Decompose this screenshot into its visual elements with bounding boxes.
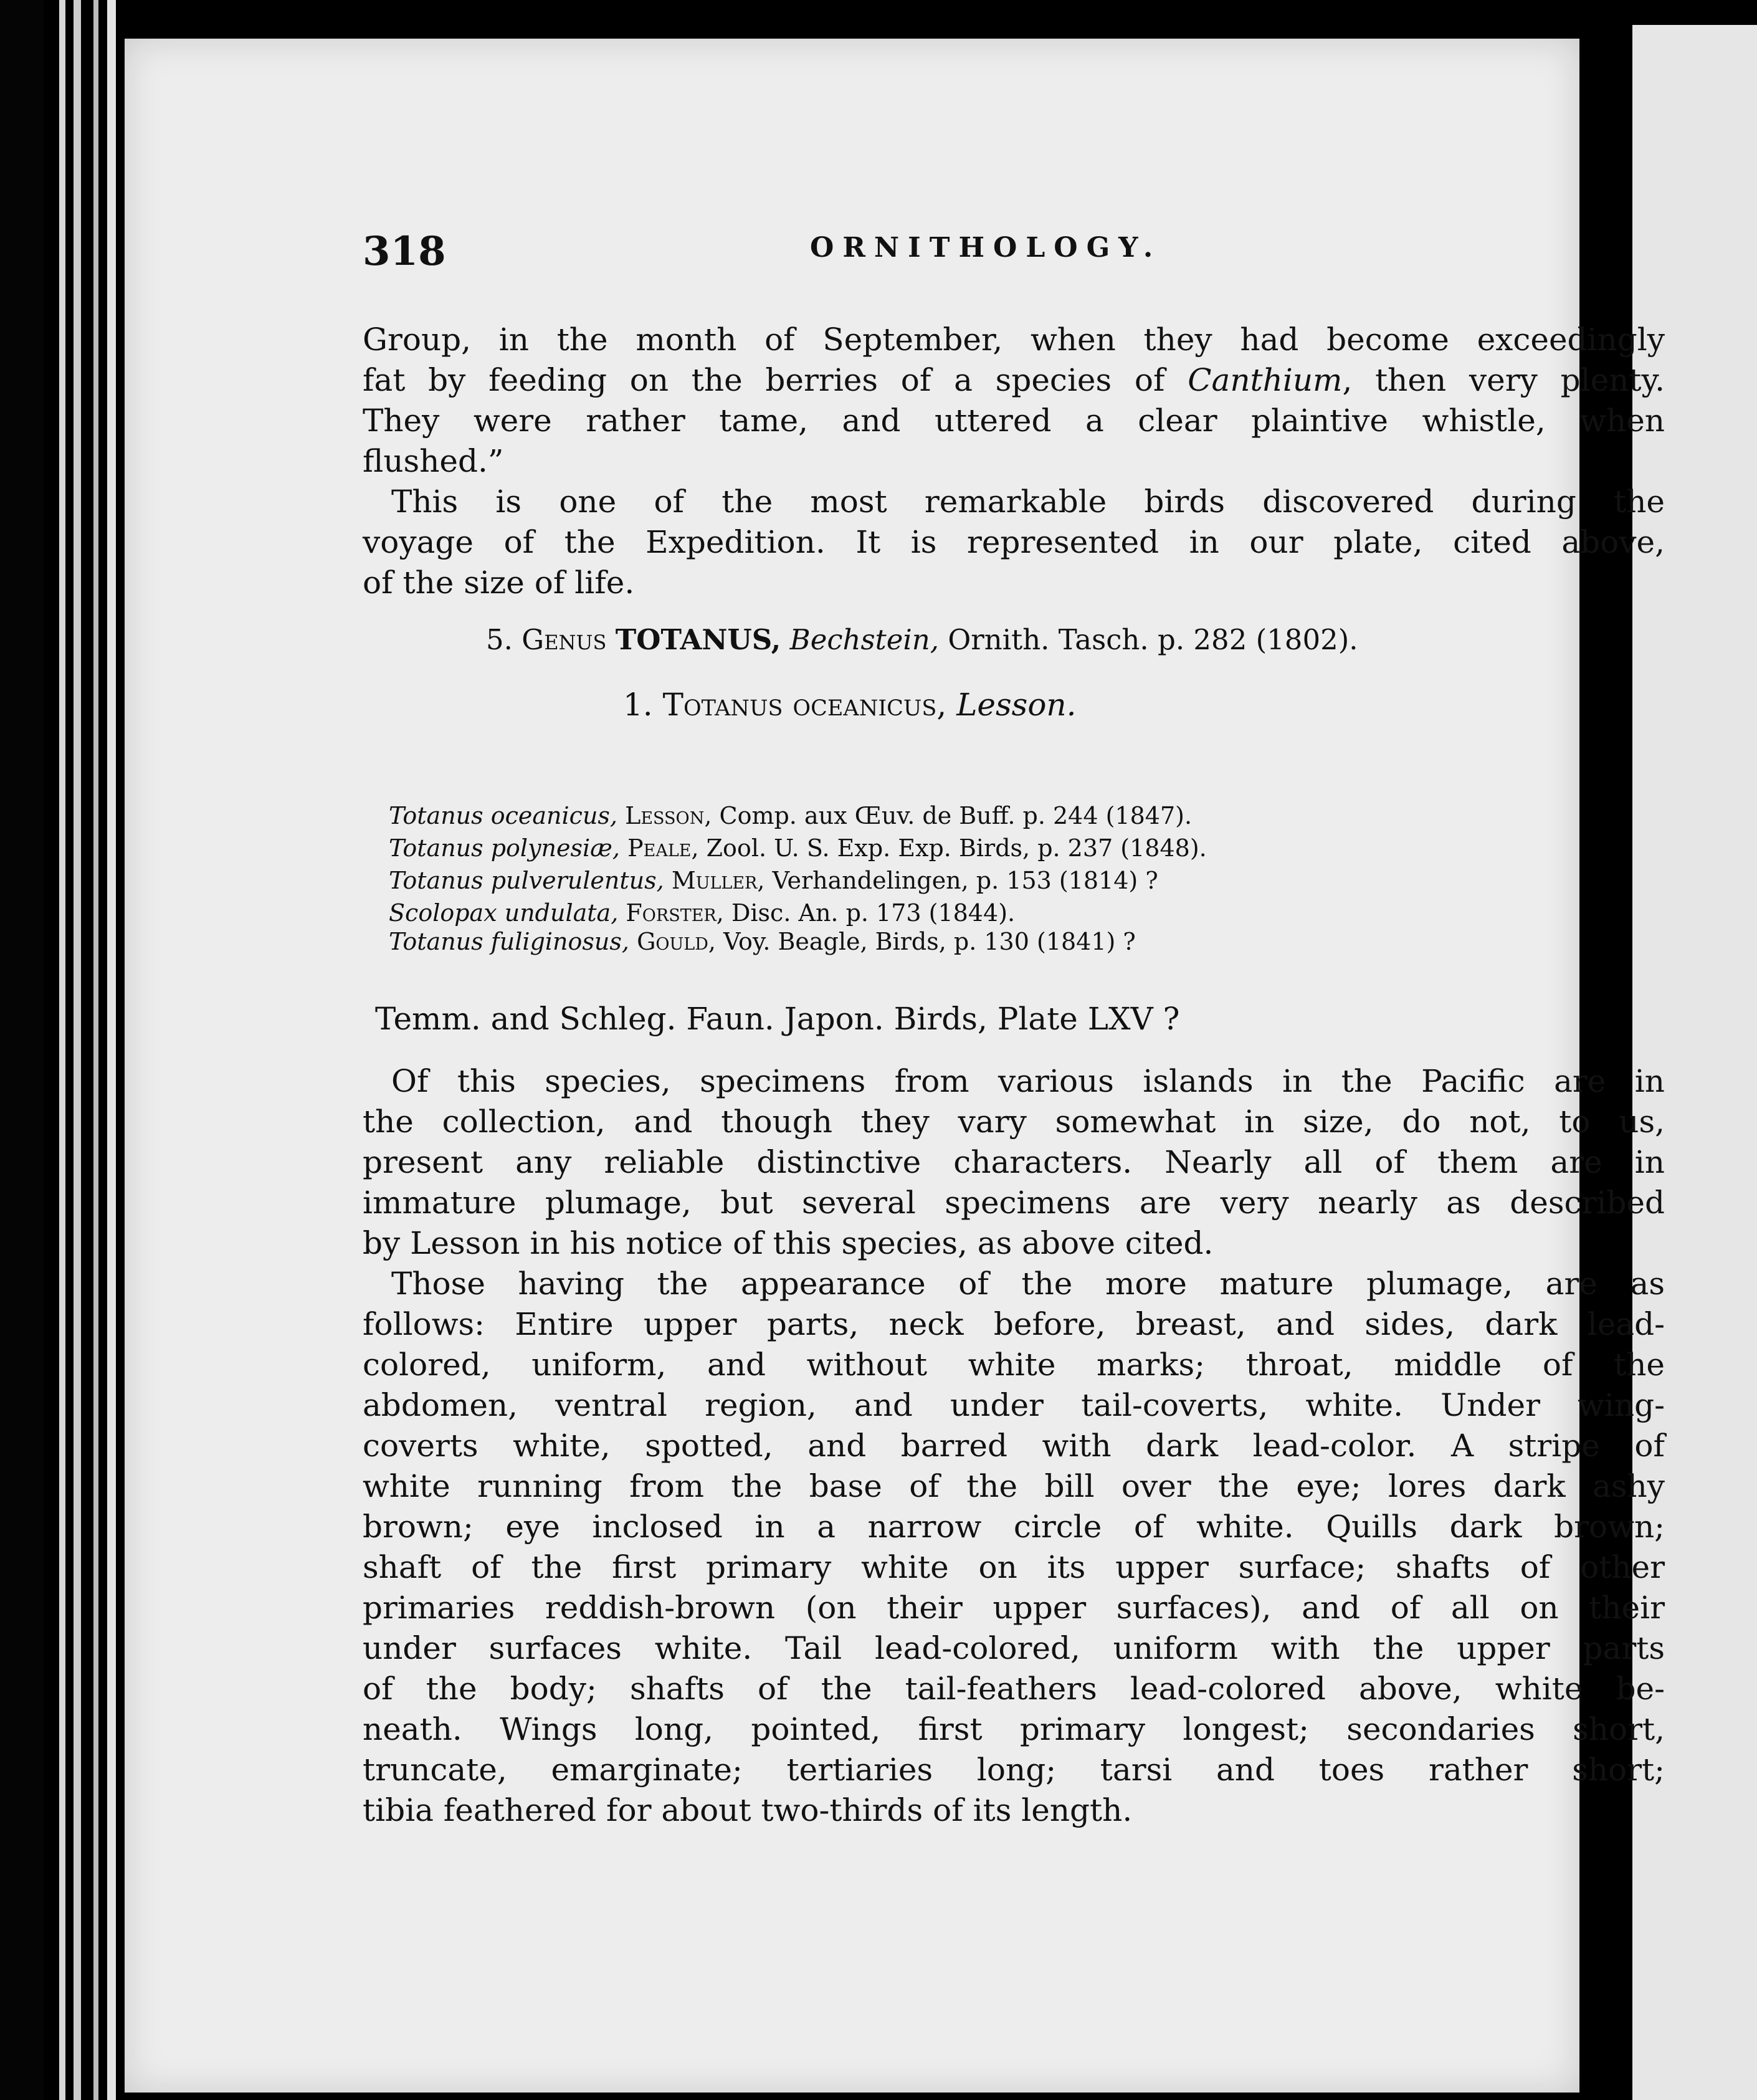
text-line: Of this species, specimens from various islands in the Pacific are in xyxy=(391,1063,1665,1099)
plate-reference: Temm. and Schleg. Faun. Japon. Birds, Plate LXV ? xyxy=(375,1001,1180,1037)
page-edge xyxy=(59,0,65,2100)
text-line: brown; eye inclosed in a narrow circle of white. Quills dark brown; xyxy=(363,1509,1665,1545)
page-number: 318 xyxy=(363,228,446,275)
text-line: white running from the base of the bill over the eye; lores dark ashy xyxy=(363,1468,1665,1504)
page-edge xyxy=(107,0,116,2100)
page-edge xyxy=(74,0,81,2100)
text-line: voyage of the Expedition. It is represented in our plate, cited above, xyxy=(363,524,1665,560)
genus-heading: 5. Genus TOTANUS, Bechstein, Ornith. Tasch. p. 282 (1802). xyxy=(486,623,1358,656)
text-line: colored, uniform, and without white marks; throat, middle of the xyxy=(363,1347,1665,1383)
page-edge xyxy=(93,0,98,2100)
text-line: Those having the appearance of the more mature plumage, are as xyxy=(391,1266,1665,1302)
text-line: tibia feathered for about two-thirds of its length. xyxy=(363,1792,1133,1828)
synonym-line: Totanus pulverulentus, Muller, Verhandelingen, p. 153 (1814) ? xyxy=(389,867,1158,894)
running-head: ORNITHOLOGY. xyxy=(810,232,1162,264)
synonym-line: Scolopax undulata, Forster, Disc. An. p. 173 (1844). xyxy=(389,899,1016,927)
text-line: shaft of the first primary white on its upper surface; shafts of other xyxy=(363,1549,1665,1585)
species-heading: 1. Totanus oceanicus, Lesson. xyxy=(623,687,1077,723)
text-line: flushed.” xyxy=(363,443,504,479)
text-line: fat by feeding on the berries of a species of Canthium, then very plenty. xyxy=(363,362,1665,398)
text-line: present any reliable distinctive characters. Nearly all of them are in xyxy=(363,1144,1665,1180)
text-line: coverts white, spotted, and barred with dark lead-color. A stripe of xyxy=(363,1428,1665,1464)
text-line: Group, in the month of September, when they had become exceedingly xyxy=(363,322,1665,358)
text-line: This is one of the most remarkable birds discovered during the xyxy=(391,484,1665,520)
text-line: primaries reddish-brown (on their upper surfaces), and of all on their xyxy=(363,1590,1665,1626)
text-line: under surfaces white. Tail lead-colored, uniform with the upper parts xyxy=(363,1630,1665,1666)
text-line: abdomen, ventral region, and under tail-coverts, white. Under wing- xyxy=(363,1387,1665,1423)
text-line: of the size of life. xyxy=(363,565,635,601)
text-line: truncate, emarginate; tertiaries long; tarsi and toes rather short; xyxy=(363,1752,1665,1788)
text-line: neath. Wings long, pointed, first primary longest; secondaries short, xyxy=(363,1711,1665,1747)
text-line: They were rather tame, and uttered a clear plaintive whistle, when xyxy=(363,403,1665,439)
text-line: by Lesson in his notice of this species, as above cited. xyxy=(363,1225,1214,1261)
text-line: follows: Entire upper parts, neck before, breast, and sides, dark lead- xyxy=(363,1306,1665,1342)
text-line: the collection, and though they vary somewhat in size, do not, to us, xyxy=(363,1104,1665,1140)
synonym-line: Totanus fuliginosus, Gould, Voy. Beagle, Birds, p. 130 (1841) ? xyxy=(389,928,1136,955)
synonym-line: Totanus polynesiæ, Peale, Zool. U. S. Exp. Exp. Birds, p. 237 (1848). xyxy=(389,834,1207,862)
binding-shadow xyxy=(0,0,44,2100)
synonym-line: Totanus oceanicus, Lesson, Comp. aux Œuv. de Buff. p. 244 (1847). xyxy=(389,802,1193,829)
text-line: immature plumage, but several specimens are very nearly as described xyxy=(363,1185,1665,1221)
text-line: of the body; shafts of the tail-feathers lead-colored above, white be- xyxy=(363,1671,1665,1707)
